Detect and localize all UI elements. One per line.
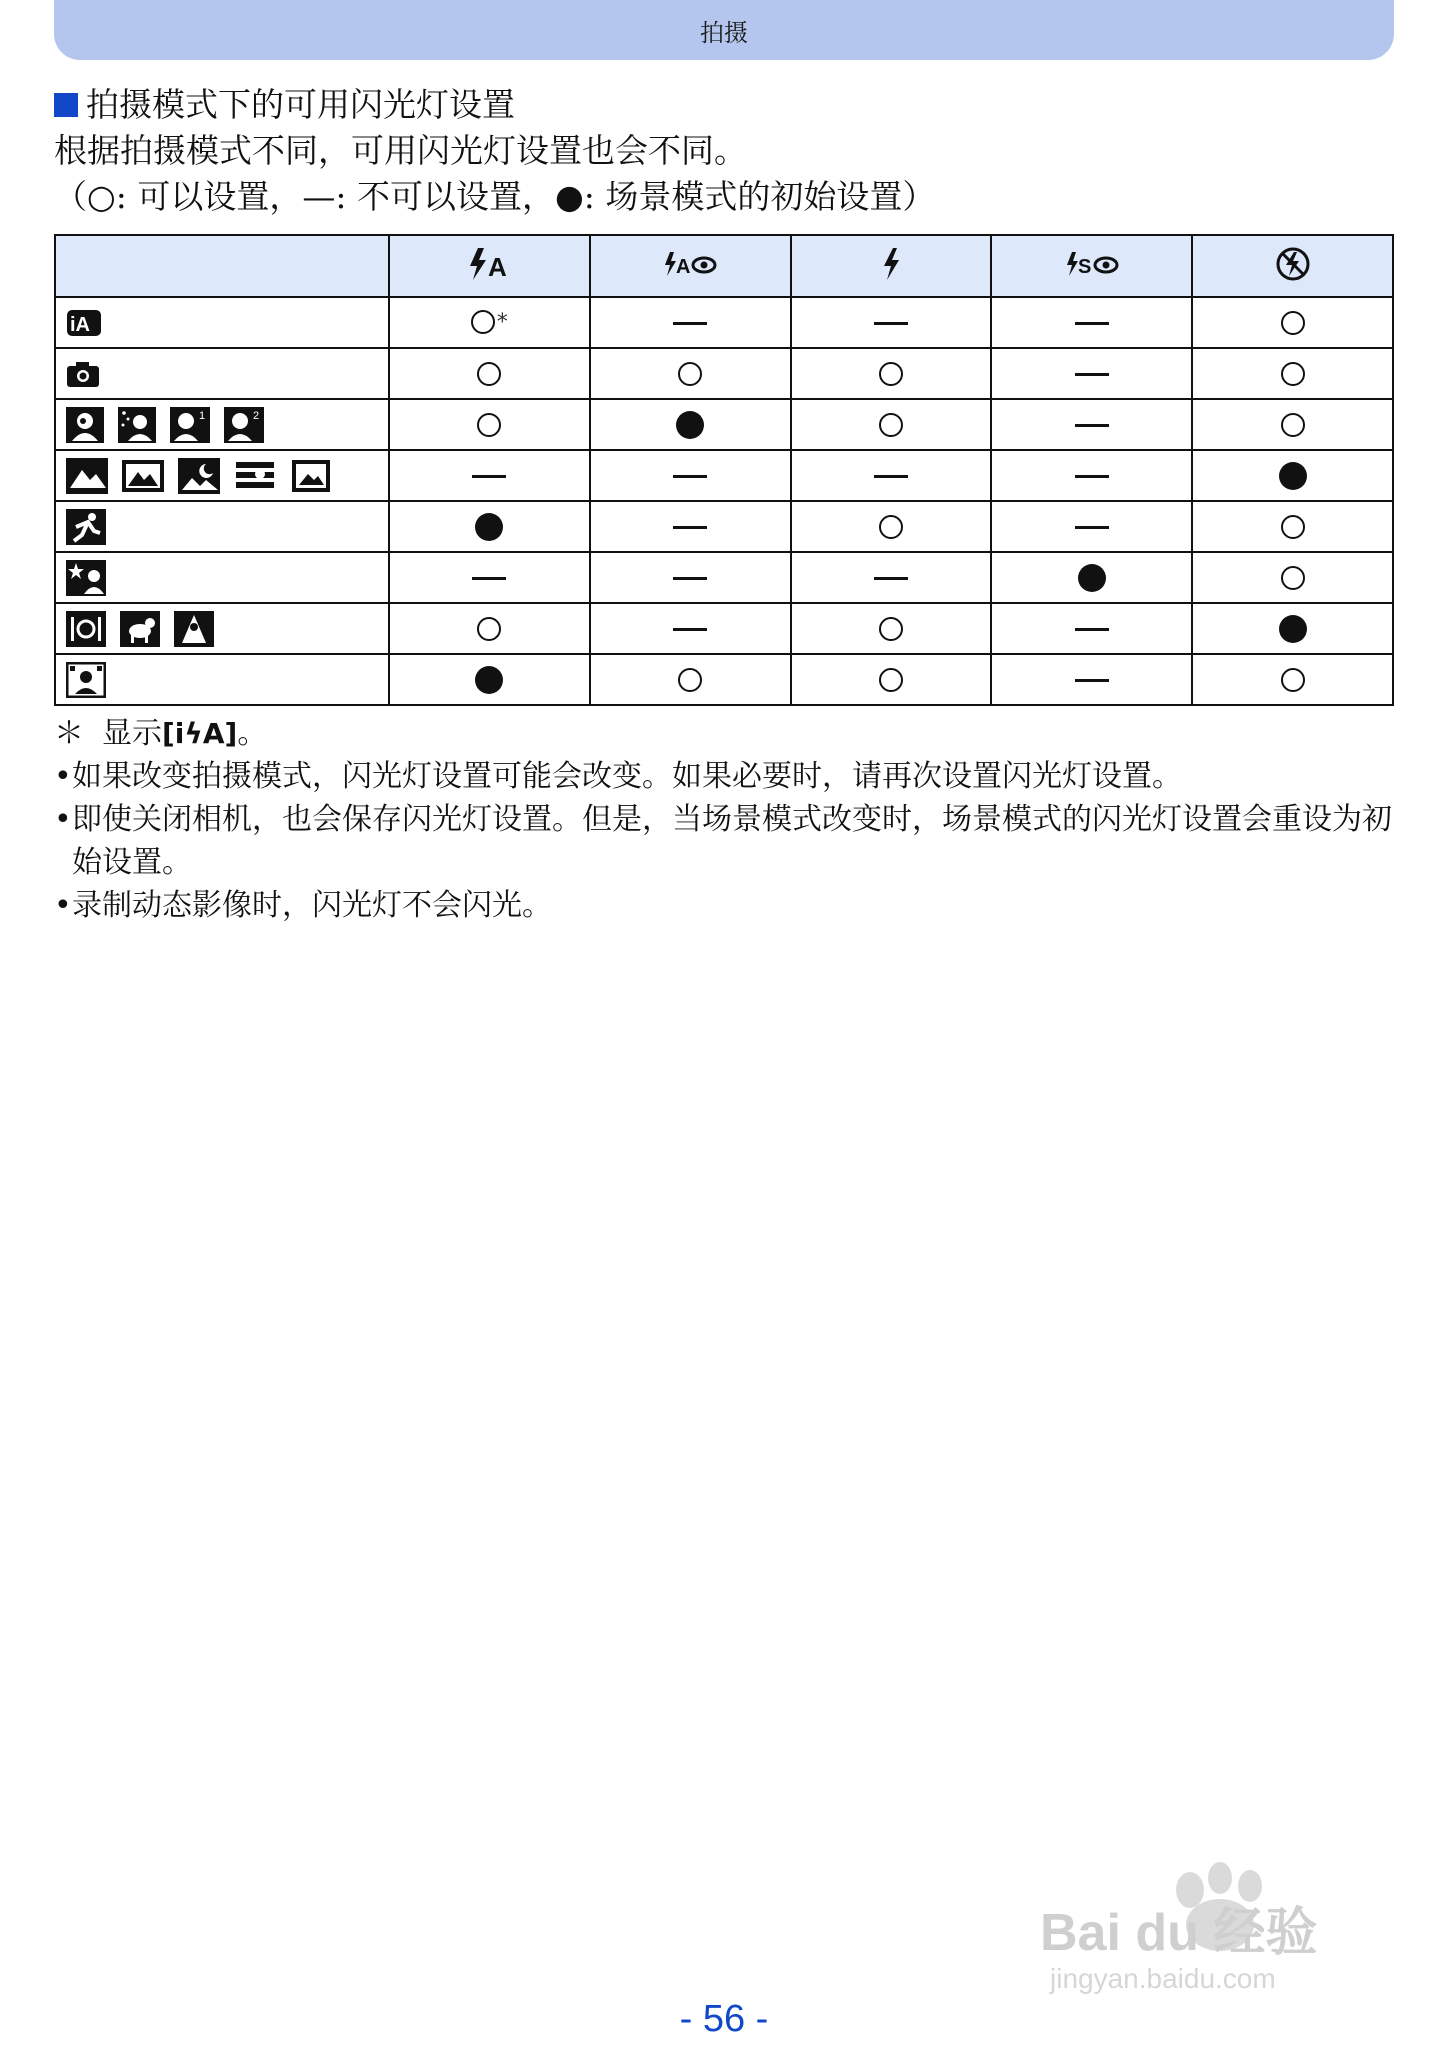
setting-cell — [1192, 450, 1393, 501]
available-open-circle-icon — [1281, 566, 1305, 590]
available-open-circle-icon — [477, 617, 501, 641]
flash-auto-redeye-icon — [590, 235, 791, 297]
available-open-circle-icon — [879, 515, 903, 539]
panorama-icon — [122, 458, 164, 494]
setting-cell — [389, 348, 590, 399]
setting-cell — [1192, 654, 1393, 705]
table-row — [55, 399, 1393, 450]
unavailable-dash-icon — [472, 577, 506, 580]
note-item-text: 如果改变拍摄模式，闪光灯设置可能会改变。如果必要时，请再次设置闪光灯设置。 — [72, 759, 1182, 794]
setting-cell — [1192, 603, 1393, 654]
setting-cell — [1192, 348, 1393, 399]
flash-table-body — [55, 297, 1393, 705]
unavailable-dash-icon — [874, 577, 908, 580]
default-filled-circle-icon — [475, 513, 503, 541]
pet-icon — [120, 611, 160, 647]
setting-cell — [791, 654, 992, 705]
baby1-icon — [170, 407, 210, 443]
mode-cell — [55, 552, 389, 603]
table-row — [55, 297, 1393, 348]
default-filled-circle-icon — [1279, 462, 1307, 490]
unavailable-dash-icon — [874, 322, 908, 325]
setting-cell — [991, 450, 1192, 501]
mode-cell — [55, 450, 389, 501]
available-open-circle-icon — [1281, 413, 1305, 437]
mode-cell — [55, 399, 389, 450]
flash-slow-sync-redeye-icon — [991, 235, 1192, 297]
setting-cell — [389, 399, 590, 450]
setting-cell — [791, 603, 992, 654]
setting-cell — [590, 654, 791, 705]
unavailable-dash-icon — [874, 475, 908, 478]
setting-cell — [1192, 297, 1393, 348]
self-portrait-icon — [66, 662, 106, 698]
intelligent-auto-icon — [66, 309, 102, 337]
mode-cell — [55, 501, 389, 552]
unavailable-dash-icon — [673, 526, 707, 529]
unavailable-dash-icon — [1075, 424, 1109, 427]
unavailable-dash-icon — [673, 628, 707, 631]
table-header-row — [55, 235, 1393, 297]
table-row — [55, 450, 1393, 501]
setting-cell — [791, 348, 992, 399]
unavailable-dash-icon — [1075, 628, 1109, 631]
unavailable-dash-icon — [1075, 526, 1109, 529]
setting-cell — [991, 654, 1192, 705]
mode-cell — [55, 348, 389, 399]
baidu-jingyan-watermark-icon — [1040, 1850, 1380, 2000]
unavailable-dash-icon — [1075, 679, 1109, 682]
svg-text:A: A — [488, 252, 508, 282]
available-open-circle-icon — [879, 413, 903, 437]
svg-text:S: S — [1077, 256, 1092, 278]
setting-cell — [1192, 552, 1393, 603]
setting-cell — [389, 501, 590, 552]
mode-cell — [55, 603, 389, 654]
setting-cell — [1192, 501, 1393, 552]
mode-column-header — [55, 235, 389, 297]
page-header-bar — [54, 0, 1394, 60]
setting-cell — [991, 603, 1192, 654]
setting-cell — [590, 552, 791, 603]
available-open-circle-icon — [879, 668, 903, 692]
available-open-circle-icon — [678, 668, 702, 692]
table-row — [55, 552, 1393, 603]
setting-cell — [590, 603, 791, 654]
flash-forced-on-icon — [791, 235, 992, 297]
table-row — [55, 348, 1393, 399]
setting-cell — [389, 297, 590, 348]
unavailable-dash-icon — [1075, 373, 1109, 376]
note-item — [54, 755, 1394, 798]
unavailable-dash-icon — [1075, 475, 1109, 478]
photo-frame-icon — [290, 458, 332, 494]
header-title: 拍摄 — [700, 18, 748, 47]
page-number: - 56 - — [679, 1998, 769, 2040]
available-open-circle-icon — [1281, 668, 1305, 692]
available-open-circle-icon — [471, 310, 495, 334]
note-item — [54, 798, 1394, 884]
night-scenery-icon — [178, 458, 220, 494]
setting-cell — [590, 501, 791, 552]
default-filled-circle-icon — [475, 666, 503, 694]
setting-cell — [791, 501, 992, 552]
setting-cell — [991, 297, 1192, 348]
available-open-circle-icon — [477, 362, 501, 386]
setting-cell — [1192, 399, 1393, 450]
setting-cell — [590, 399, 791, 450]
setting-cell — [389, 603, 590, 654]
setting-cell — [791, 450, 992, 501]
notes-section — [54, 712, 1394, 927]
flash-settings-table — [54, 234, 1394, 706]
main-content — [54, 82, 1394, 927]
watermark-brand: Bai du 经验 — [1040, 1904, 1318, 1962]
setting-cell — [389, 450, 590, 501]
svg-text:A: A — [676, 256, 691, 278]
asterisk-note-end: 。 — [237, 716, 268, 751]
asterisk-note — [54, 712, 1394, 755]
table-row — [55, 501, 1393, 552]
section-title — [54, 82, 1394, 128]
sunset-icon — [234, 458, 276, 494]
starry-portrait-icon — [66, 560, 106, 596]
available-open-circle-icon — [1281, 362, 1305, 386]
watermark-url: jingyan.baidu.com — [1050, 1963, 1276, 1994]
available-open-circle-icon — [879, 362, 903, 386]
setting-cell — [991, 348, 1192, 399]
asterisk-note-text: 显示 — [102, 716, 162, 751]
party-icon — [174, 611, 214, 647]
table-row — [55, 603, 1393, 654]
available-open-circle-icon — [1281, 311, 1305, 335]
setting-cell — [991, 552, 1192, 603]
note-item — [54, 884, 1394, 927]
sports-icon — [66, 509, 106, 545]
note-item-text: 即使关闭相机，也会保存闪光灯设置。但是，当场景模式改变时，场景模式的闪光灯设置会重设为初始设置。 — [72, 802, 1392, 880]
baby2-icon — [224, 407, 264, 443]
intelligent-auto-flash-badge: [iϟA] — [162, 717, 238, 750]
setting-cell — [791, 552, 992, 603]
unavailable-dash-icon — [1075, 322, 1109, 325]
setting-cell — [389, 552, 590, 603]
intro-text: 根据拍摄模式不同，可用闪光灯设置也会不同。 — [54, 131, 747, 170]
setting-cell — [590, 348, 791, 399]
mode-cell — [55, 297, 389, 348]
available-open-circle-icon — [477, 413, 501, 437]
portrait-icon — [66, 407, 104, 443]
camera-icon — [66, 360, 100, 388]
note-item-text: 录制动态影像时，闪光灯不会闪光。 — [72, 888, 552, 923]
svg-text:2: 2 — [253, 409, 260, 422]
setting-cell — [991, 501, 1192, 552]
bullet-icon: • — [54, 759, 72, 794]
blue-square-bullet-icon — [54, 93, 78, 117]
section-title-text: 拍摄模式下的可用闪光灯设置 — [86, 85, 515, 124]
unavailable-dash-icon — [673, 475, 707, 478]
flash-forced-off-icon — [1192, 235, 1393, 297]
unavailable-dash-icon — [472, 475, 506, 478]
setting-cell — [791, 399, 992, 450]
setting-cell — [590, 450, 791, 501]
setting-cell — [991, 399, 1192, 450]
asterisk-icon: * — [496, 310, 508, 335]
bullet-icon: • — [54, 888, 72, 923]
scenery-icon — [66, 458, 108, 494]
bullet-icon: • — [54, 802, 72, 837]
unavailable-dash-icon — [673, 577, 707, 580]
available-open-circle-icon — [1281, 515, 1305, 539]
asterisk-mark: ＊ — [54, 716, 84, 751]
night-portrait-icon — [118, 407, 156, 443]
unavailable-dash-icon — [673, 322, 707, 325]
food-icon — [66, 611, 106, 647]
svg-text:1: 1 — [199, 409, 206, 422]
available-open-circle-icon — [879, 617, 903, 641]
mode-cell — [55, 654, 389, 705]
setting-cell — [791, 297, 992, 348]
available-open-circle-icon — [678, 362, 702, 386]
setting-cell — [590, 297, 791, 348]
legend-text: （○: 可以设置，—: 不可以设置，●: 场景模式的初始设置） — [54, 177, 936, 216]
table-row — [55, 654, 1393, 705]
default-filled-circle-icon — [676, 411, 704, 439]
default-filled-circle-icon — [1078, 564, 1106, 592]
flash-auto-icon — [389, 235, 590, 297]
svg-text:iA: iA — [70, 313, 90, 336]
setting-cell — [389, 654, 590, 705]
default-filled-circle-icon — [1279, 615, 1307, 643]
